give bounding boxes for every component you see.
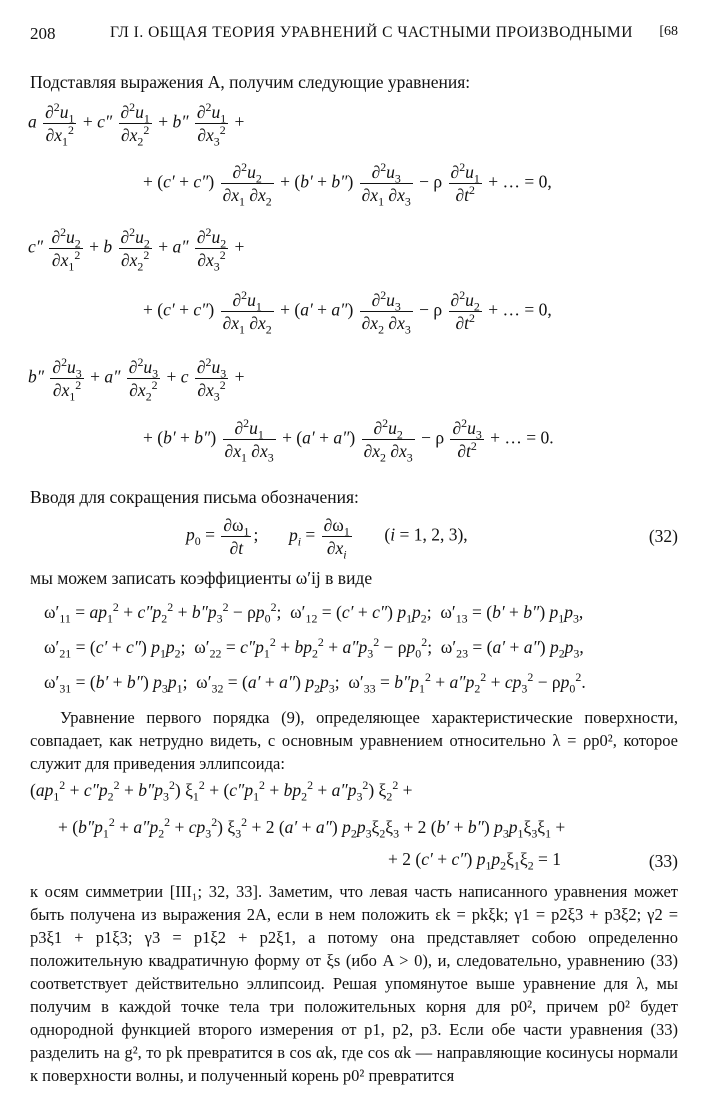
omega-row-2: $\omega'_{21} = (c' + c'')$ $p_1p_2$; $\omega'_{22} = c''p_1^2 + bp_2^2 + a''p_3^2 - \rho p_0^2$; $\omega'_{23} = (a' + a'')$ $p_2p_3$,: [44, 635, 584, 661]
equation-1-line-1: a $\frac{\partial^2u_1}{\partial x_1^2}$ + c″ $\frac{\partial^2u_1}{\partial x_2^2}$ + b″ $\frac{\partial^2u_1}{\partial x_3^2}$ +: [28, 100, 245, 149]
equation-33-line-1: $(ap_1^2 + c''p_2^2 + b''p_3^2) \xi_1^2 + (c''p_1^2 + bp_2^2 + a''p_3^2) \xi_2^2$ +: [30, 778, 413, 804]
running-title: ГЛ I. ОБЩАЯ ТЕОРИЯ УРАВНЕНИЙ С ЧАСТНЫМИ ПРОИЗВОДНЫМИ: [110, 24, 633, 41]
omega-row-3: $\omega'_{31} = (b' + b'')$ $p_3p_1$; $\omega'_{32} = (a' + a'')$ $p_2p_3$; $\omega'_{33} = b''p_1^2 + a''p_2^2 + cp_3^2 - \rho p_0^2$.: [44, 670, 586, 696]
equation-33-line-3: + 2 (c′ + c″) $p_1p_2\xi_1\xi_2 = 1$: [388, 849, 562, 873]
page-number: 208: [30, 24, 56, 43]
notation-intro: Вводя для сокращения письма обозначения:: [30, 487, 359, 507]
equation-1-line-2: + (c′ + c″) $\frac{\partial^2u_2}{\partial x_1 \partial x_2}$ + (b′ + b″) $\frac{\partial^2u_3}{\partial x_1 \partial x_3}$ − ρ $\frac{\partial^2u_1}{\partial t^2}$ + … = 0,: [143, 160, 552, 209]
equation-32: $p_0$ = $\frac{\partial\omega_1}{\partial t}$ ; $p_i$ = $\frac{\partial\omega_1}{\partial x_i}$ (i = 1, 2, 3),: [186, 515, 468, 562]
omega-row-1: $\omega'_{11} = ap_1^2 + c''p_2^2 + b''p_3^2 - \rho p_0^2$; $\omega'_{12} = (c' + c'')$ $p_1p_2$; $\omega'_{13} = (b' + b'')$ $p_1p_3$,: [44, 600, 584, 626]
page-header: [30, 24, 678, 50]
equation-3-line-1: b″ $\frac{\partial^2u_3}{\partial x_1^2}$ + a″ $\frac{\partial^2u_3}{\partial x_2^2}$ + c $\frac{\partial^2u_3}{\partial x_3^2}$ +: [28, 355, 245, 404]
paragraph-1: Уравнение первого порядка (9), определяющее характеристические поверхности, совпадает, как нетрудно видеть, с основным уравнением относительно λ = ρp0², которое служит для приведения эллипсоида:: [30, 708, 678, 773]
coef-intro: мы можем записать коэффициенты ω′ij в виде: [30, 568, 373, 588]
section-number: [68: [659, 24, 678, 39]
equation-2-line-1: c″ $\frac{\partial^2u_2}{\partial x_1^2}$ + b $\frac{\partial^2u_2}{\partial x_2^2}$ + a″ $\frac{\partial^2u_2}{\partial x_3^2}$ +: [28, 225, 245, 274]
equation-33-number: (33): [648, 851, 678, 871]
paragraph-2: к осям симметрии [III₁; 32, 33]. Заметим, что левая часть написанного уравнения может быть получена из выражения 2A, если в нем положить εk = pkξk; γ1 = p2ξ3 + p3ξ2; γ2 = p3ξ1 + p1ξ3; γ3 = p1ξ2 + p2ξ1, а потому она представляет собою определенно положительную квадратичную форму от ξs (ибо A > 0), и, следовательно, уравнению (33) соответствует действительно эллипсоид. Решая упомянутое выше уравнение для λ, мы получим в каждой точке тела три положительных корня для p0², причем p0² будет однородной функцией второго измерения от p1, p2, p3. Если обе части уравнения (33) разделить на g², то pk превратится в cos αk, где cos αk — направляющие косинусы нормали к поверхности волны, и полученный корень p0² превратится: [30, 882, 678, 1085]
equation-32-number: (32): [648, 526, 678, 546]
equation-33-line-2: + $(b''p_1^2 + a''p_2^2 + cp_3^2) \xi_3^2 + 2$ (a′ + a″) $p_2p_3\xi_2\xi_3 + 2$ (b′ + b″) $p_3p_1\xi_3\xi_1$ +: [58, 815, 566, 841]
equation-2-line-2: + (c′ + c″) $\frac{\partial^2u_1}{\partial x_1 \partial x_2}$ + (a′ + a″) $\frac{\partial^2u_3}{\partial x_2 \partial x_3}$ − ρ $\frac{\partial^2u_2}{\partial t^2}$ + … = 0,: [143, 288, 552, 337]
equation-3-line-2: + (b′ + b″) $\frac{\partial^2u_1}{\partial x_1 \partial x_3}$ + (a′ + a″) $\frac{\partial^2u_2}{\partial x_2 \partial x_3}$ − ρ $\frac{\partial^2u_3}{\partial t^2}$ + … = 0.: [143, 416, 554, 465]
intro-text: Подставляя выражения A, получим следующие уравнения:: [30, 72, 471, 92]
